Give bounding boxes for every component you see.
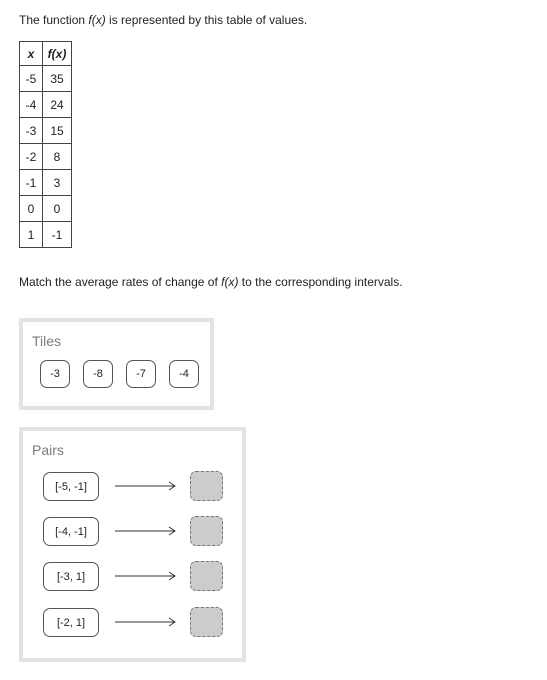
table-row xyxy=(20,118,72,144)
answer-dropzone[interactable] xyxy=(190,516,223,546)
pairs-panel xyxy=(19,427,246,662)
table-cell-x: -4 xyxy=(20,92,43,118)
answer-dropzone[interactable] xyxy=(190,607,223,637)
answer-dropzone[interactable] xyxy=(190,561,223,591)
table-header-fx: f(x) xyxy=(43,42,72,66)
table-row xyxy=(20,144,72,170)
tile[interactable]: -3 xyxy=(40,360,70,388)
table-row xyxy=(20,170,72,196)
answer-dropzone[interactable] xyxy=(190,471,223,501)
table-cell-x: -3 xyxy=(20,118,43,144)
match-function: f(x) xyxy=(221,275,239,289)
interval-label: [-5, -1] xyxy=(43,472,99,501)
arrow-right-icon xyxy=(115,481,177,491)
table-cell-x: -5 xyxy=(20,66,43,92)
table-cell-fx: 24 xyxy=(43,92,72,118)
arrow-right-icon xyxy=(115,571,177,581)
intro-function: f(x) xyxy=(88,13,106,27)
table-cell-x: 0 xyxy=(20,196,43,222)
tiles-panel xyxy=(19,318,214,410)
table-cell-x: 1 xyxy=(20,222,43,248)
table-cell-fx: 8 xyxy=(43,144,72,170)
match-instructions xyxy=(19,275,403,290)
arrow-right-icon xyxy=(115,617,177,627)
table-cell-fx: -1 xyxy=(43,222,72,248)
interval-label: [-3, 1] xyxy=(43,562,99,591)
pairs-title: Pairs xyxy=(32,442,64,458)
table-cell-fx: 35 xyxy=(43,66,72,92)
table-header-x: x xyxy=(20,42,43,66)
match-suffix: to the corresponding intervals. xyxy=(238,275,403,289)
values-table xyxy=(19,41,72,248)
intro-suffix: is represented by this table of values. xyxy=(105,13,308,27)
table-cell-x: -1 xyxy=(20,170,43,196)
table-cell-fx: 15 xyxy=(43,118,72,144)
tile[interactable]: -8 xyxy=(83,360,113,388)
tiles-title: Tiles xyxy=(32,333,62,349)
table-row xyxy=(20,66,72,92)
interval-label: [-4, -1] xyxy=(43,517,99,546)
intro-text xyxy=(19,13,307,28)
arrow-right-icon xyxy=(115,526,177,536)
table-cell-fx: 3 xyxy=(43,170,72,196)
tile[interactable]: -4 xyxy=(169,360,199,388)
table-cell-x: -2 xyxy=(20,144,43,170)
tile[interactable]: -7 xyxy=(126,360,156,388)
table-row xyxy=(20,92,72,118)
match-prefix: Match the average rates of change of xyxy=(19,275,222,289)
table-row xyxy=(20,196,72,222)
interval-label: [-2, 1] xyxy=(43,608,99,637)
intro-prefix: The function xyxy=(19,13,89,27)
table-row xyxy=(20,222,72,248)
table-cell-fx: 0 xyxy=(43,196,72,222)
table-header-row xyxy=(20,42,72,66)
